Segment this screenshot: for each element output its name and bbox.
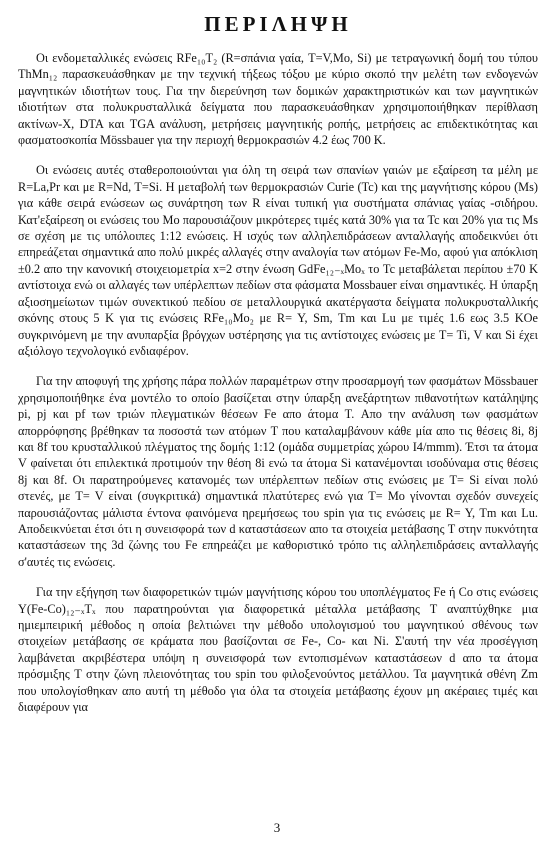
paragraph-1: Οι ενδομεταλλικές ενώσεις RFe₁₀T₂ (R=σπάνια γαία, T=V,Mo, Si) με τετραγωνική δομή του τύπου ThMn₁₂ παρασκευάσθηκαν με την τεχνική τήξεως τόξου με κύριο σκοπό την μελέτη των ενδογενών μαγνητικών ιδιοτήτων τους. Για την διερεύνηση των δομικών χαρακτηριστικών και των μαγνητικών ιδιοτήτων στα πολυκρυσταλλικά δείγματα που παρασκευάσθηκαν χρησιμοποιήθηκαν περίθλαση ακτίνων-X, DTA και TGA ανάλυση, μετρήσεις μαγνητικής ροπής, μετρήσεις ac επιδεκτικότητας και φασματοσκοπία Mössbauer για την περιοχή θερμοκρασιών 4.2 έως 700 K. xyxy=(18,51,538,148)
paragraph-4: Για την εξήγηση των διαφορετικών τιμών μαγνήτισης κόρου του υποπλέγματος Fe ή Co στις ενώσεις Y(Fe-Co)₁₂₋ₓTₓ που παρατηρούνται για διαφορετικά μέταλλα μετάβασης T αναπτύχθηκε μια ημιεμπειρική μέθοδος η οποία βελτιώνει την μέθοδο υπολογισμού του μαγνητικού σθένους των στοιχείων μετάβασης σε κράματα που βασίζονται σε Fe-, Co- και Ni. Σ'αυτή την νέα προσέγγιση λαμβάνεται ακριβέστερα υπόψη η συνεισφορά των εντοπισμένων καταστάσεων d απο τα άτομα πρόσμιξης T στην ζώνη πλειονότητας του spin του φιλοξενούντος μετάλλου. Τα μαγνητικά σθένη Zm που υπολογίσθηκαν απο αυτή τη μέθοδο για όλα τα στοιχεία μετάβασης έχουν μη ακέραιες τιμές και διαφέρουν για xyxy=(18,585,538,715)
page-title: ΠΕΡΙΛΗΨΗ xyxy=(204,12,352,36)
page-number: 3 xyxy=(273,820,281,835)
paragraph-3: Για την αποφυγή της χρήσης πάρα πολλών παραμέτρων στην προσαρμογή των φασμάτων Mössbauer χρησιμοποιήθηκε ένα μοντέλο το οποίο βασίζεται στην ύπαρξη ανεξάρτητων πιθανοτήτων κατάληψης pi, pj και pf των τριών πλεγματικών θέσεων Fe απο άτομα T. Απο την ανάλυση των φασμάτων απορρόφησης βρέθηκαν τα ποσοστά των ατόμων T που καταλαμβάνουν κάθε μία απο τις θέσεις 8i, 8j και 8f του κρυσταλλικού πλέγματος της δομής 1:12 (ομάδα συμμετρίας χώρου I4/mmm). Έτσι τα άτομα V φαίνεται ότι επιλεκτικά προτιμούν την θέση 8i ενώ τα άτομα Si κατανέμονται ισοδύναμα στις θέσεις 8j και 8f. Οι παρατηρούμενες κατανομές των υπέρλεπτων πεδίων στις ενώσεις με T= Si είναι πολύ στενές, με T= V είναι (συγκριτικά) σημαντικά πλατύτερες ενώ για T= Mo γίνονται σχεδόν συνεχείς παρουσιάζοντας μάλιστα έντονα φαινόμενα ηρεμήσεως του spin για τις ενώσεις με R= Y, Tm και Lu. Αποδεικνύεται έτσι ότι η συνεισφορά των d καταστάσεων απο τα στοιχεία μετάβασης T στην πυκνότητα καταστάσεων της 3d ζώνης του Fe επηρεάζει με καθοριστικό τρόπο τις αλληλεπιδράσεις ανταλλαγής σ'αυτές τις ενώσεις. xyxy=(18,374,538,569)
paragraph-2: Οι ενώσεις αυτές σταθεροποιούνται για όλη τη σειρά των σπανίων γαιών με εξαίρεση τα μέλη με R=La,Pr και με R=Nd, T=Si. Η μεταβολή των θερμοκρασιών Curie (Tc) και της μαγνήτισης κόρου (Ms) για κάθε σειρά ενώσεων ως συνάρτηση των R είναι τυπική για συστήματα σπάνιας γαίας -σιδήρου. Κατ'εξαίρεση οι ενώσεις του Mo παρουσιάζουν μικρότερες τιμές κατά 30% για τα Tc και 20% για τις Ms σε σχέση με τις υπόλοιπες 1:12 ενώσεις. Η ισχύς των αλληλεπιδράσεων ανταλλαγής αποδεικνύει ότι επηρεάζεται σημαντικά απο πολύ μικρές αλλαγές στην αναλογία των ατόμων Fe-Mo, αφού για απόκλιση ±0.2 απο την κανονική στοιχειομετρία x=2 στην ένωση GdFe₁₂₋ₓMoₓ το Tc μεταβάλεται περίπου ±70 K αντίστοιχα ενώ οι αλλαγές των υπέρλεπτων πεδίων στα φάσματα Mossbauer είναι σημαντικές. Η ύπαρξη αξιοσημείωτων τιμών συνεκτικού πεδίου σε μεταλλουργικά ακατέργαστα δείγματα πολυκρυσταλλικής σκόνης στους 5 K για τις ενώσεις RFe₁₀Mo₂ με R= Y, Sm, Tm και Lu με τιμές 1.6 εως 3.5 KOe συγκρινόμενη με την ανυπαρξία βρόγχων υστέρησης για τις αντίστοιχες ενώσεις με T= Ti, V και Si έχει αξιόλογο τεχνολογικό ενδιαφέρον. xyxy=(18,163,538,358)
